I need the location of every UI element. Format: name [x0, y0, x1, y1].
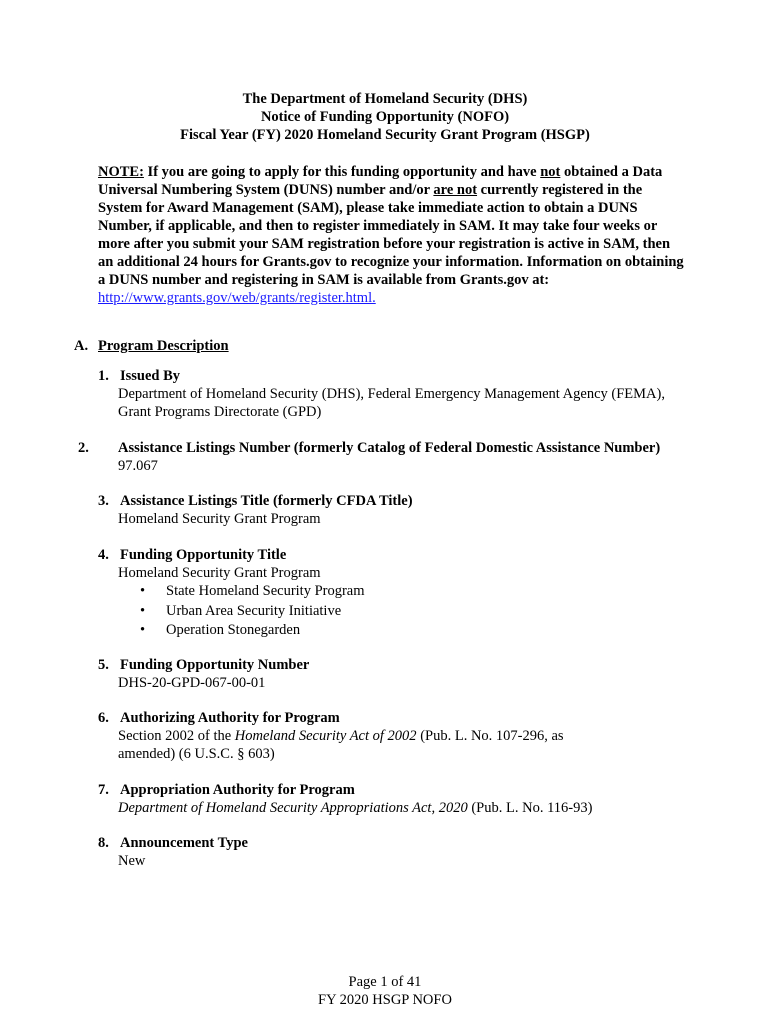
item-heading: Announcement Type [120, 835, 248, 851]
item-body [98, 727, 593, 763]
list-item: • State Homeland Security Program [118, 582, 668, 602]
item-body [98, 799, 668, 817]
item-heading: Assistance Listings Title (formerly CFDA Title) [120, 493, 413, 509]
title-line-2: Notice of Funding Opportunity (NOFO) [260, 109, 510, 125]
item-body: Department of Homeland Security (DHS), Federal Emergency Management Agency (FEMA), Grant Programs Directorate (GPD) [118, 386, 665, 420]
note-not: not [540, 164, 561, 180]
item-number: 6. [98, 710, 109, 726]
body-text: (Pub. L. No. 116-93) [467, 800, 593, 816]
act-title: Homeland Security Act of 2002 [234, 728, 417, 744]
item-heading: Issued By [120, 368, 181, 384]
item-heading: Funding Opportunity Title [120, 547, 287, 563]
body-text: (Pub. L. No. 107-296, as amended) (6 U.S.C. § 603) [118, 728, 564, 762]
document-title [0, 90, 770, 144]
item-body: DHS-20-GPD-067-00-01 [118, 675, 266, 691]
item-body: Homeland Security Grant Program [118, 511, 321, 527]
note-text-3: currently registered in the System for Award Management (SAM), please take immediate action to obtain a DUNS Number, if applicable, and then to register immediately in SAM. It may take four weeks or more after you submit your SAM registration before your registration is active in SAM, then an additional 24 hours for Grants.gov to recognize your information. Information on obtaining a DUNS number and registering in SAM is available from Grants.gov at: [98, 182, 684, 288]
item-number: 7. [98, 782, 109, 798]
list-item: • Operation Stonegarden [118, 621, 668, 641]
note-label: NOTE: [98, 164, 144, 180]
item-value: 97.067 [118, 458, 158, 474]
item-number: 8. [98, 835, 109, 851]
body-text: Section 2002 of the [118, 728, 235, 744]
list-item: • Urban Area Security Initiative [118, 602, 668, 622]
footer-doc-title: FY 2020 HSGP NOFO [318, 992, 452, 1008]
item-heading: Appropriation Authority for Program [120, 782, 355, 798]
duns-sam-note [98, 163, 688, 307]
item-heading: Authorizing Authority for Program [120, 710, 340, 726]
item-heading: Funding Opportunity Number [120, 657, 310, 673]
section-label: Program Description [98, 338, 229, 354]
item-issued-by [98, 367, 668, 421]
note-text-1: If you are going to apply for this funding opportunity and have [143, 164, 541, 180]
item-number: 1. [98, 368, 109, 384]
item-assistance-listings-title [98, 492, 668, 528]
item-funding-opportunity-number [98, 656, 668, 692]
title-line-1: The Department of Homeland Security (DHS) [242, 91, 528, 107]
section-letter: A. [74, 338, 89, 354]
grants-register-link[interactable]: http://www.grants.gov/web/grants/register.html. [98, 290, 376, 306]
item-appropriation-authority [98, 781, 668, 817]
item-assistance-listings-number [78, 439, 668, 475]
program-list [98, 582, 668, 641]
section-a-heading [74, 337, 229, 355]
page-number: Page 1 of 41 [348, 974, 422, 990]
item-funding-opportunity-title [98, 546, 668, 641]
item-body: New [118, 853, 146, 869]
item-number: 2. [78, 440, 89, 456]
item-body: Homeland Security Grant Program [118, 565, 321, 581]
item-number: 5. [98, 657, 109, 673]
item-number: 3. [98, 493, 109, 509]
item-authorizing-authority [98, 709, 668, 763]
note-text-2: obtained a Data Universal Numbering System (DUNS) number and/or [98, 164, 663, 198]
item-number: 4. [98, 547, 109, 563]
note-are-not: are not [433, 182, 478, 198]
title-line-3: Fiscal Year (FY) 2020 Homeland Security Grant Program (HSGP) [180, 127, 590, 143]
item-heading: Assistance Listings Number (formerly Catalog of Federal Domestic Assistance Number) [118, 440, 661, 456]
item-announcement-type [98, 834, 668, 870]
act-title: Department of Homeland Security Appropriations Act, 2020 [118, 800, 468, 816]
